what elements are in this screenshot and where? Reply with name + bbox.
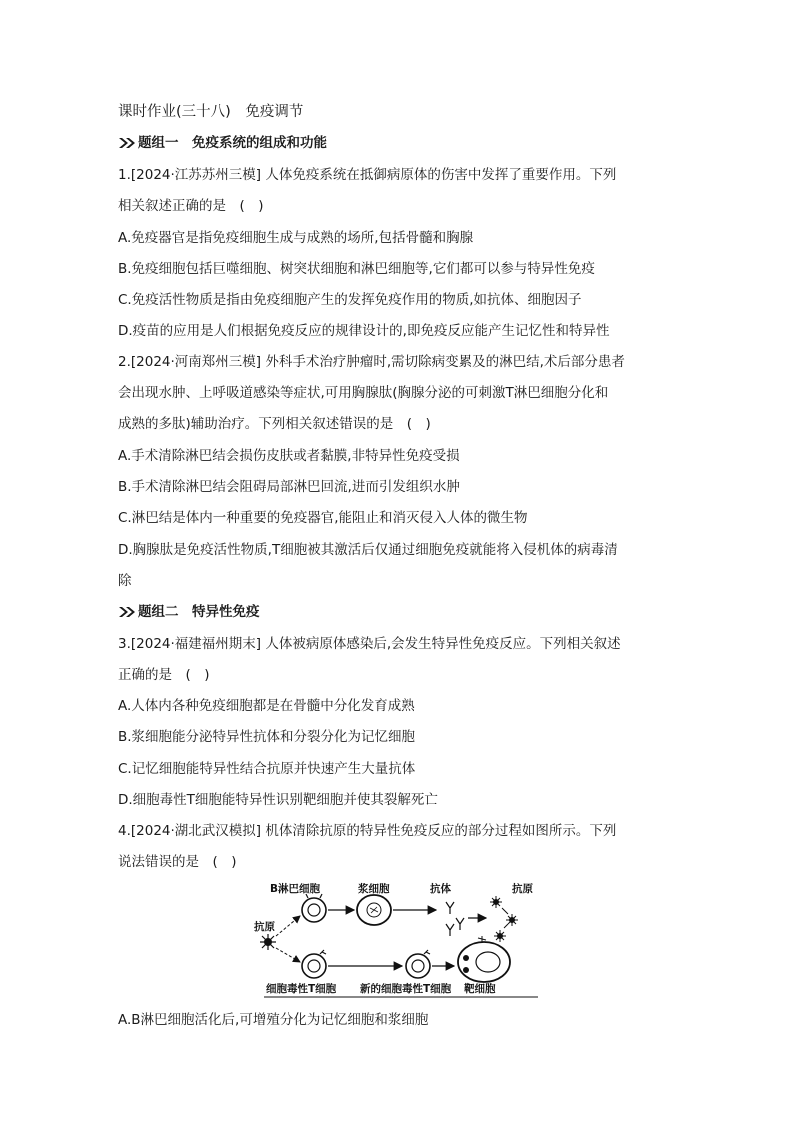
plasma-cell-icon — [357, 895, 391, 925]
question-3-option-d: D.细胞毒性T细胞能特异性识别靶细胞并使其裂解死亡 — [118, 792, 438, 808]
question-2-option-c: C.淋巴结是体内一种重要的免疫器官,能阻止和消灭侵入人体的微生物 — [118, 510, 528, 526]
group-heading-1 — [118, 134, 327, 152]
antibody-icon — [446, 902, 464, 936]
new-cytotoxic-t-cell-label: 新的细胞毒性T细胞 — [360, 983, 452, 995]
question-3-stem-line-2: 正确的是 ( ) — [118, 667, 210, 683]
target-cell-label: 靶细胞 — [464, 983, 496, 995]
question-2-stem-line-1: 2.[2024·河南郑州三模] 外科手术治疗肿瘤时,需切除病变累及的淋巴结,术后部分患者 — [118, 354, 625, 370]
question-1-stem-line-1: 1.[2024·江苏苏州三模] 人体免疫系统在抵御病原体的伤害中发挥了重要作用。下列 — [118, 167, 617, 183]
question-3-option-c: C.记忆细胞能特异性结合抗原并快速产生大量抗体 — [118, 761, 416, 777]
question-2-option-d-line-1: D.胸腺肽是免疫活性物质,T细胞被其激活后仅通过细胞免疫就能将入侵机体的病毒清 — [118, 542, 618, 558]
double-chevron-icon — [118, 137, 136, 149]
question-4-option-a: A.B淋巴细胞活化后,可增殖分化为记忆细胞和浆细胞 — [118, 1012, 429, 1028]
question-2-option-d-line-2: 除 — [118, 573, 132, 589]
double-chevron-icon — [118, 606, 136, 618]
question-2-option-b: B.手术清除淋巴结会阻碍局部淋巴回流,进而引发组织水肿 — [118, 479, 460, 495]
antigen-antibody-complex-icon — [490, 896, 518, 942]
b-cell-icon — [302, 894, 326, 922]
question-2-option-a: A.手术清除淋巴结会损伤皮肤或者黏膜,非特异性免疫受损 — [118, 448, 460, 464]
question-4-stem-line-2: 说法错误的是 ( ) — [118, 854, 237, 870]
new-cytotoxic-t-cell-icon — [406, 950, 430, 978]
question-1-stem-line-2: 相关叙述正确的是 ( ) — [118, 198, 264, 214]
antigen-label-right: 抗原 — [512, 883, 533, 895]
group-heading-text: 题组二 特异性免疫 — [138, 604, 260, 620]
antigen-icon — [260, 934, 276, 950]
cytotoxic-t-cell-label: 细胞毒性T细胞 — [266, 983, 337, 995]
question-1-option-b: B.免疫细胞包括巨噬细胞、树突状细胞和淋巴细胞等,它们都可以参与特异性免疫 — [118, 261, 595, 277]
question-1-option-a: A.免疫器官是指免疫细胞生成与成熟的场所,包括骨髓和胸腺 — [118, 230, 474, 246]
cytotoxic-t-cell-icon — [302, 950, 326, 978]
question-2-stem-line-2: 会出现水肿、上呼吸道感染等症状,可用胸腺肽(胸腺分泌的可刺激T淋巴细胞分化和 — [118, 385, 609, 401]
question-3-stem-line-1: 3.[2024·福建福州期末] 人体被病原体感染后,会发生特异性免疫反应。下列相关叙述 — [118, 636, 621, 652]
b-cell-label: B淋巴细胞 — [270, 883, 321, 895]
antigen-label-left: 抗原 — [254, 921, 275, 933]
plasma-cell-label: 浆细胞 — [358, 883, 390, 895]
target-cell-icon — [458, 936, 510, 982]
question-4-stem-line-1: 4.[2024·湖北武汉模拟] 机体清除抗原的特异性免疫反应的部分过程如图所示。下列 — [118, 823, 617, 839]
question-1-option-d: D.疫苗的应用是人们根据免疫反应的规律设计的,即免疫反应能产生记忆性和特异性 — [118, 323, 610, 339]
question-3-option-a: A.人体内各种免疫细胞都是在骨髓中分化发育成熟 — [118, 698, 415, 714]
question-1-option-c: C.免疫活性物质是指由免疫细胞产生的发挥免疫作用的物质,如抗体、细胞因子 — [118, 292, 582, 308]
group-heading-text: 题组一 免疫系统的组成和功能 — [138, 135, 327, 151]
group-heading-2 — [118, 603, 260, 621]
dashed-arrow-down — [276, 948, 300, 962]
dashed-arrow-up — [276, 916, 300, 936]
antibody-label: 抗体 — [430, 883, 451, 895]
page-title: 课时作业(三十八) 免疫调节 — [118, 104, 304, 120]
question-2-stem-line-3: 成熟的多肽)辅助治疗。下列相关叙述错误的是 ( ) — [118, 416, 431, 432]
question-3-option-b: B.浆细胞能分泌特异性抗体和分裂分化为记忆细胞 — [118, 729, 416, 745]
immune-response-diagram — [250, 878, 540, 1000]
